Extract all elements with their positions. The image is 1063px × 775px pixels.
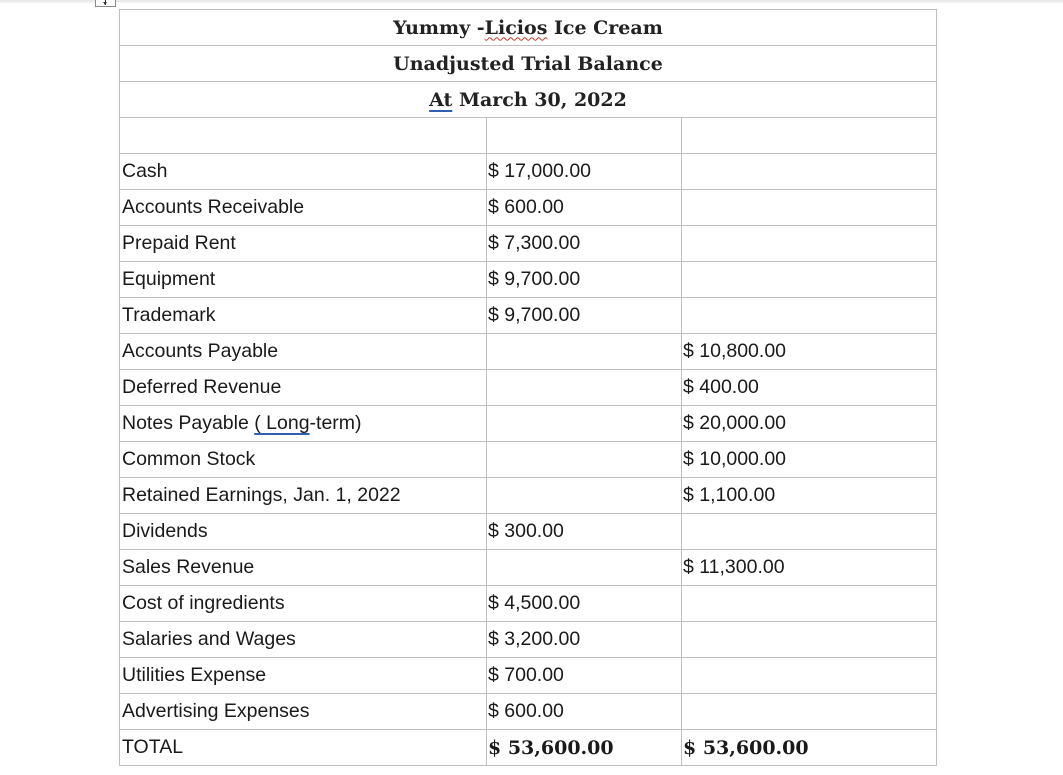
report-date-cell[interactable]: [120, 82, 937, 118]
account-row: [120, 514, 937, 550]
credit-amount[interactable]: $ 20,000.00: [682, 406, 937, 442]
header-row-company: [120, 10, 937, 46]
header-row-date: [120, 82, 937, 118]
account-row: [120, 226, 937, 262]
account-name-cell[interactable]: [120, 406, 487, 442]
credit-amount[interactable]: [682, 190, 937, 226]
account-row: [120, 406, 937, 442]
ruler-edge: [0, 0, 1063, 3]
credit-amount[interactable]: [682, 622, 937, 658]
account-name[interactable]: Advertising Expenses: [120, 694, 487, 730]
blank-cell[interactable]: [487, 118, 682, 154]
account-name[interactable]: Prepaid Rent: [120, 226, 487, 262]
debit-amount[interactable]: [487, 442, 682, 478]
debit-amount[interactable]: [487, 550, 682, 586]
account-name: Notes Payable: [122, 412, 255, 434]
account-row: [120, 586, 937, 622]
total-label[interactable]: TOTAL: [120, 730, 487, 766]
credit-amount[interactable]: [682, 694, 937, 730]
account-name[interactable]: Utilities Expense: [120, 658, 487, 694]
account-row: [120, 154, 937, 190]
account-row: [120, 334, 937, 370]
debit-amount[interactable]: $ 600.00: [487, 190, 682, 226]
credit-amount[interactable]: $ 1,100.00: [682, 478, 937, 514]
account-row: [120, 550, 937, 586]
table-move-handle-icon[interactable]: [95, 0, 116, 7]
account-name[interactable]: Cost of ingredients: [120, 586, 487, 622]
account-name[interactable]: Dividends: [120, 514, 487, 550]
account-row: [120, 694, 937, 730]
credit-amount[interactable]: $ 10,000.00: [682, 442, 937, 478]
debit-amount[interactable]: [487, 334, 682, 370]
credit-amount[interactable]: [682, 262, 937, 298]
grammar-flagged-word[interactable]: At: [429, 88, 453, 111]
debit-amount[interactable]: [487, 478, 682, 514]
credit-amount[interactable]: $ 400.00: [682, 370, 937, 406]
account-name[interactable]: Sales Revenue: [120, 550, 487, 586]
account-row: [120, 370, 937, 406]
credit-amount[interactable]: [682, 658, 937, 694]
credit-amount[interactable]: $ 10,800.00: [682, 334, 937, 370]
debit-amount[interactable]: [487, 370, 682, 406]
credit-amount[interactable]: [682, 154, 937, 190]
blank-cell[interactable]: [682, 118, 937, 154]
account-row: [120, 622, 937, 658]
account-name[interactable]: Salaries and Wages: [120, 622, 487, 658]
total-credit[interactable]: $ 53,600.00: [682, 730, 937, 766]
grammar-flagged-text[interactable]: ( Long: [254, 412, 310, 434]
trial-balance-table: [119, 9, 937, 766]
account-row: [120, 190, 937, 226]
account-name-suffix: -term): [309, 412, 362, 434]
credit-amount[interactable]: [682, 586, 937, 622]
company-prefix: Yummy -: [393, 16, 485, 39]
account-name[interactable]: Deferred Revenue: [120, 370, 487, 406]
company-suffix: Ice Cream: [547, 16, 663, 39]
account-row: [120, 262, 937, 298]
debit-amount[interactable]: $ 300.00: [487, 514, 682, 550]
debit-amount[interactable]: [487, 406, 682, 442]
debit-amount[interactable]: $ 4,500.00: [487, 586, 682, 622]
account-row: [120, 442, 937, 478]
account-name[interactable]: Common Stock: [120, 442, 487, 478]
debit-amount[interactable]: $ 9,700.00: [487, 298, 682, 334]
account-name[interactable]: Equipment: [120, 262, 487, 298]
debit-amount[interactable]: $ 700.00: [487, 658, 682, 694]
account-name[interactable]: Cash: [120, 154, 487, 190]
account-row: [120, 478, 937, 514]
blank-row: [120, 118, 937, 154]
header-row-title: [120, 46, 937, 82]
spellcheck-flagged-word[interactable]: Licios: [484, 16, 548, 39]
credit-amount[interactable]: [682, 226, 937, 262]
total-debit[interactable]: $ 53,600.00: [487, 730, 682, 766]
debit-amount[interactable]: $ 3,200.00: [487, 622, 682, 658]
debit-amount[interactable]: $ 7,300.00: [487, 226, 682, 262]
debit-amount[interactable]: $ 9,700.00: [487, 262, 682, 298]
account-name[interactable]: Accounts Receivable: [120, 190, 487, 226]
company-name-cell[interactable]: [120, 10, 937, 46]
report-date: March 30, 2022: [452, 88, 627, 111]
account-row: [120, 298, 937, 334]
credit-amount[interactable]: [682, 514, 937, 550]
account-name[interactable]: Accounts Payable: [120, 334, 487, 370]
debit-amount[interactable]: $ 600.00: [487, 694, 682, 730]
report-title[interactable]: Unadjusted Trial Balance: [120, 46, 937, 82]
total-row: [120, 730, 937, 766]
credit-amount[interactable]: [682, 298, 937, 334]
credit-amount[interactable]: $ 11,300.00: [682, 550, 937, 586]
account-row: [120, 658, 937, 694]
debit-amount[interactable]: $ 17,000.00: [487, 154, 682, 190]
account-name[interactable]: Retained Earnings, Jan. 1, 2022: [120, 478, 487, 514]
account-name[interactable]: Trademark: [120, 298, 487, 334]
blank-cell[interactable]: [120, 118, 487, 154]
